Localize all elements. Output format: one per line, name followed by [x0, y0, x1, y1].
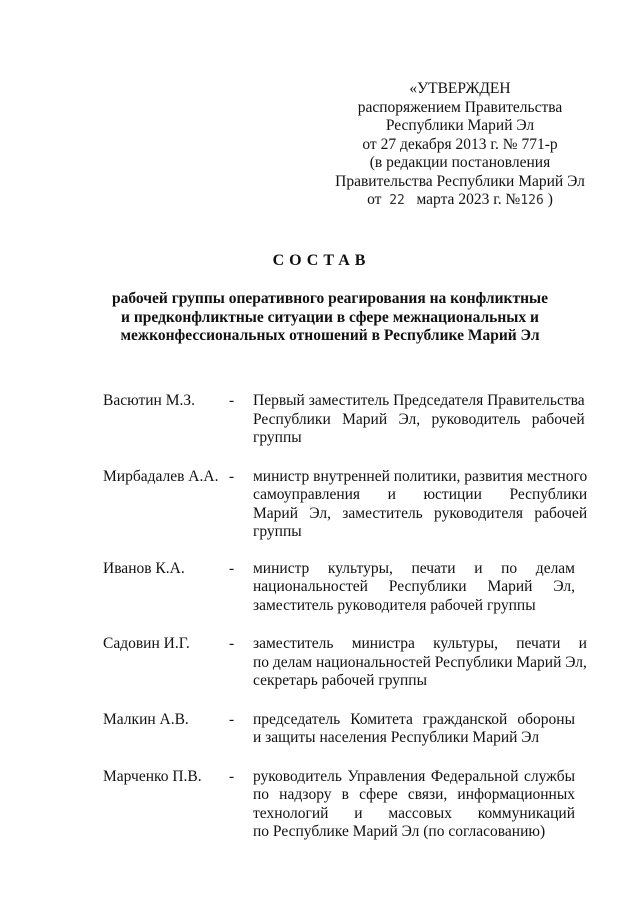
- member-role-line: самоуправления и юстиции Республики: [253, 486, 588, 503]
- member-role: [253, 768, 575, 842]
- approval-line: (в редакции постановления: [369, 154, 551, 171]
- member-role-line: национальностей Республики Марий Эл,: [253, 578, 575, 595]
- member-role-line: секретарь рабочей группы: [253, 672, 428, 689]
- member-role-line: по Республике Марий Эл (по согласованию): [253, 823, 546, 840]
- member-role-line: технологий и массовых коммуникаций: [253, 804, 575, 822]
- member-name: Мирбадалев А.А.: [103, 467, 219, 485]
- document-subtitle: [80, 290, 580, 346]
- document-heading: СОСТАВ: [272, 252, 371, 269]
- member-role-line: по делам национальностей Республики Марий Эл,: [253, 653, 587, 671]
- member-role-line: Марий Эл, заместитель руководителя рабочей: [253, 504, 588, 522]
- member-role-line: заместитель министра культуры, печати и: [253, 635, 587, 652]
- approval-date-suffix: ): [547, 191, 553, 208]
- approval-line: распоряжением Правительства: [357, 98, 563, 116]
- member-role: [253, 711, 575, 748]
- member-role-line: Первый заместитель Председателя Правительства: [253, 392, 585, 409]
- member-row: [103, 467, 588, 542]
- approval-date-middle: марта 2023 г. №: [416, 191, 521, 208]
- member-role-line: Республики Марий Эл, руководитель рабочей: [253, 410, 585, 428]
- member-dash: -: [229, 767, 235, 785]
- approval-line: Правительства Республики Марий Эл: [335, 172, 585, 190]
- approval-decree-number: 126: [520, 193, 544, 208]
- subtitle-line: межконфессиональных отношений в Республике Марий Эл: [120, 327, 540, 344]
- member-dash: -: [229, 710, 235, 728]
- approval-line: «УТВЕРЖДЕН: [409, 80, 511, 97]
- member-role-line: министр внутренней политики, развития местного: [253, 467, 588, 485]
- subtitle-line: рабочей группы оперативного реагирования на конфликтные: [112, 290, 548, 307]
- approval-date-prefix: от: [367, 191, 382, 208]
- member-row: [103, 392, 585, 448]
- member-role-line: группы: [253, 429, 302, 446]
- member-dash: -: [229, 635, 235, 652]
- approval-line: Республики Марий Эл: [385, 117, 535, 134]
- member-dash: -: [229, 392, 235, 409]
- member-role: [253, 560, 575, 616]
- member-role: [253, 392, 585, 448]
- member-role-line: председатель Комитета гражданской обороны: [253, 710, 575, 728]
- approval-line: от 27 декабря 2013 г. № 771-р: [362, 135, 558, 153]
- member-name: Васютин М.З.: [103, 392, 196, 409]
- member-name: Садовин И.Г.: [103, 635, 190, 652]
- member-row: [103, 768, 575, 842]
- member-name: Марченко П.В.: [103, 767, 202, 785]
- member-dash: -: [229, 467, 235, 485]
- member-role-line: по надзору в сфере связи, информационных: [253, 786, 575, 803]
- member-list: [103, 392, 588, 842]
- member-role-line: министр культуры, печати и по делам: [253, 559, 575, 577]
- member-row: [103, 560, 575, 616]
- approval-stamp: [300, 80, 620, 211]
- subtitle-line: и предконфликтные ситуации в сфере межнациональных и: [121, 308, 539, 326]
- member-name: Иванов К.А.: [103, 559, 185, 577]
- member-role-line: руководитель Управления Федеральной службы: [253, 767, 575, 785]
- member-role: [253, 468, 587, 542]
- member-role-line: и защиты населения Республики Марий Эл: [253, 729, 540, 746]
- approval-date-line: [300, 191, 620, 211]
- approval-date-day: 22: [389, 193, 405, 208]
- member-name: Малкин А.В.: [103, 710, 189, 728]
- member-role: [253, 635, 587, 691]
- member-dash: -: [229, 559, 235, 577]
- member-row: [103, 711, 575, 748]
- member-role-line: заместитель руководителя рабочей группы: [253, 596, 536, 614]
- member-row: [103, 635, 587, 691]
- member-role-line: группы: [253, 523, 302, 540]
